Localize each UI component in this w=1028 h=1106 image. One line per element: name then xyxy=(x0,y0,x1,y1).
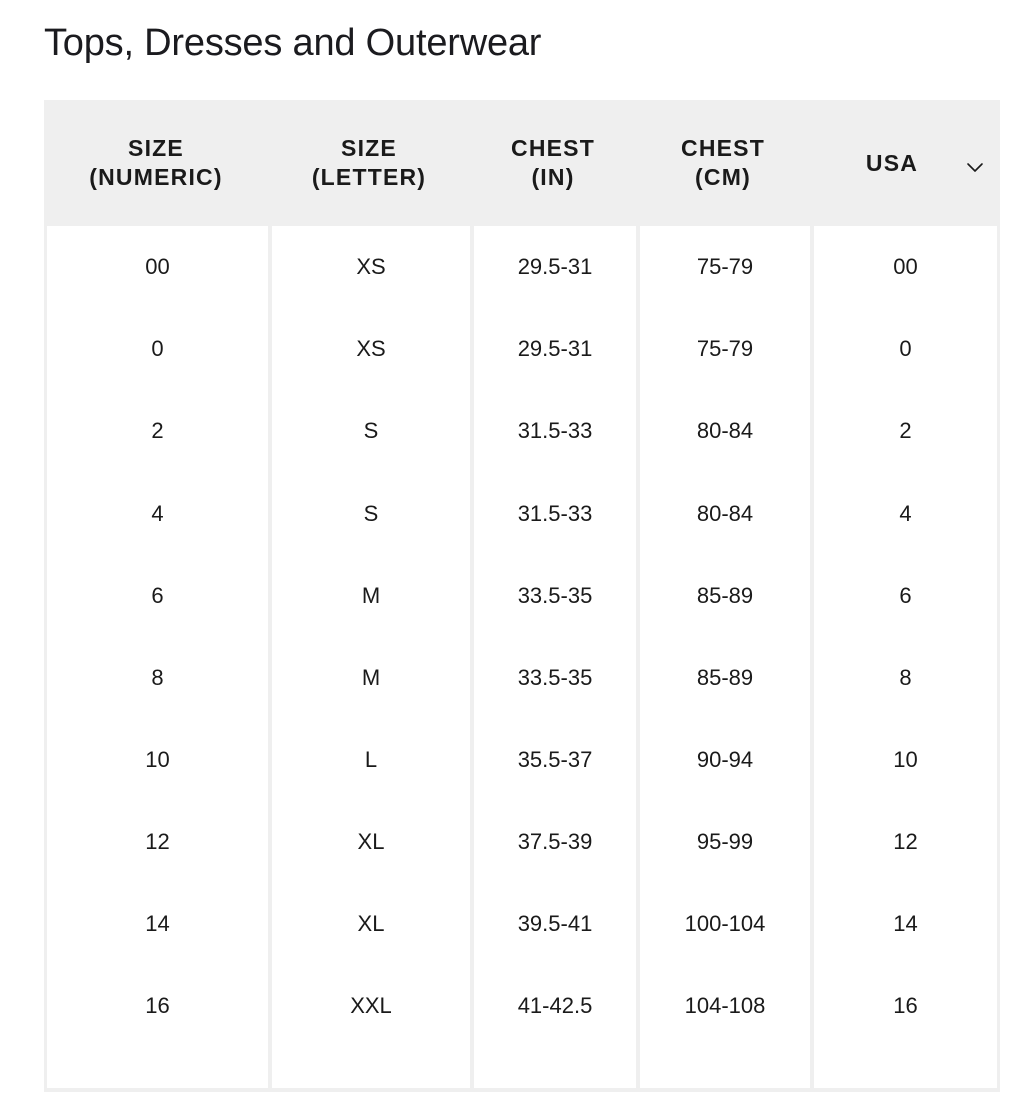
cell-region-size: 14 xyxy=(810,883,1000,965)
table-row xyxy=(44,965,1000,1047)
table-body xyxy=(44,226,1000,1092)
header-line: (CM) xyxy=(695,164,751,190)
table-bottom-spacer xyxy=(44,1048,1000,1092)
cell-chest-in: 33.5-35 xyxy=(470,555,636,637)
cell-size-letter: XS xyxy=(268,226,470,308)
header-size-numeric xyxy=(44,100,268,226)
size-chart-table xyxy=(44,100,1000,1092)
table-row xyxy=(44,472,1000,554)
page-title: Tops, Dresses and Outerwear xyxy=(44,22,542,64)
header-line: (LETTER) xyxy=(311,164,427,190)
header-line: SIZE xyxy=(341,135,397,161)
cell-size-numeric: 14 xyxy=(44,883,268,965)
header-chest-cm xyxy=(636,100,810,226)
table-row xyxy=(44,308,1000,390)
cell-size-numeric: 4 xyxy=(44,472,268,554)
cell-chest-in: 31.5-33 xyxy=(470,472,636,554)
cell-chest-in: 35.5-37 xyxy=(470,719,636,801)
cell-chest-in: 37.5-39 xyxy=(470,801,636,883)
table-row xyxy=(44,719,1000,801)
cell-chest-in: 31.5-33 xyxy=(470,390,636,472)
cell-region-size: 16 xyxy=(810,965,1000,1047)
cell-size-letter: M xyxy=(268,637,470,719)
cell-chest-cm: 95-99 xyxy=(636,801,810,883)
cell-chest-in: 41-42.5 xyxy=(470,965,636,1047)
cell-chest-cm: 104-108 xyxy=(636,965,810,1047)
cell-size-numeric: 00 xyxy=(44,226,268,308)
cell-region-size: 10 xyxy=(810,719,1000,801)
header-chest-in xyxy=(470,100,636,226)
cell-size-letter: XXL xyxy=(268,965,470,1047)
cell-size-letter: XL xyxy=(268,801,470,883)
cell-size-numeric: 12 xyxy=(44,801,268,883)
header-line: (IN) xyxy=(531,164,575,190)
spacer-cell xyxy=(470,1048,636,1092)
table-row xyxy=(44,390,1000,472)
spacer-cell xyxy=(636,1048,810,1092)
header-region xyxy=(810,100,1000,226)
header-line: (NUMERIC) xyxy=(89,164,223,190)
cell-region-size: 12 xyxy=(810,801,1000,883)
cell-size-numeric: 8 xyxy=(44,637,268,719)
cell-region-size: 6 xyxy=(810,555,1000,637)
cell-size-letter: S xyxy=(268,390,470,472)
cell-size-numeric: 10 xyxy=(44,719,268,801)
cell-region-size: 0 xyxy=(810,308,1000,390)
cell-chest-in: 29.5-31 xyxy=(470,226,636,308)
header-line: SIZE xyxy=(128,135,184,161)
header-line: CHEST xyxy=(511,135,595,161)
cell-chest-in: 39.5-41 xyxy=(470,883,636,965)
table-row xyxy=(44,637,1000,719)
cell-region-size: 00 xyxy=(810,226,1000,308)
cell-chest-cm: 100-104 xyxy=(636,883,810,965)
cell-chest-cm: 75-79 xyxy=(636,308,810,390)
cell-size-numeric: 16 xyxy=(44,965,268,1047)
cell-chest-cm: 85-89 xyxy=(636,555,810,637)
region-select-label: USA xyxy=(865,149,919,176)
table-row xyxy=(44,801,1000,883)
table-row xyxy=(44,555,1000,637)
cell-size-letter: L xyxy=(268,719,470,801)
cell-chest-cm: 80-84 xyxy=(636,390,810,472)
cell-chest-in: 33.5-35 xyxy=(470,637,636,719)
cell-chest-cm: 75-79 xyxy=(636,226,810,308)
cell-size-letter: S xyxy=(268,472,470,554)
spacer-cell xyxy=(44,1048,268,1092)
cell-size-numeric: 6 xyxy=(44,555,268,637)
cell-size-letter: XS xyxy=(268,308,470,390)
region-select[interactable] xyxy=(866,149,984,178)
cell-size-letter: M xyxy=(268,555,470,637)
cell-chest-cm: 85-89 xyxy=(636,637,810,719)
table-header-row xyxy=(44,100,1000,226)
table-row xyxy=(44,226,1000,308)
header-line: CHEST xyxy=(681,135,765,161)
spacer-cell xyxy=(268,1048,470,1092)
cell-size-numeric: 0 xyxy=(44,308,268,390)
cell-chest-cm: 90-94 xyxy=(636,719,810,801)
cell-chest-cm: 80-84 xyxy=(636,472,810,554)
cell-chest-in: 29.5-31 xyxy=(470,308,636,390)
cell-size-letter: XL xyxy=(268,883,470,965)
cell-region-size: 2 xyxy=(810,390,1000,472)
chevron-down-icon xyxy=(966,154,984,172)
cell-region-size: 8 xyxy=(810,637,1000,719)
cell-region-size: 4 xyxy=(810,472,1000,554)
table-row xyxy=(44,883,1000,965)
header-size-letter xyxy=(268,100,470,226)
spacer-cell xyxy=(810,1048,1000,1092)
cell-size-numeric: 2 xyxy=(44,390,268,472)
